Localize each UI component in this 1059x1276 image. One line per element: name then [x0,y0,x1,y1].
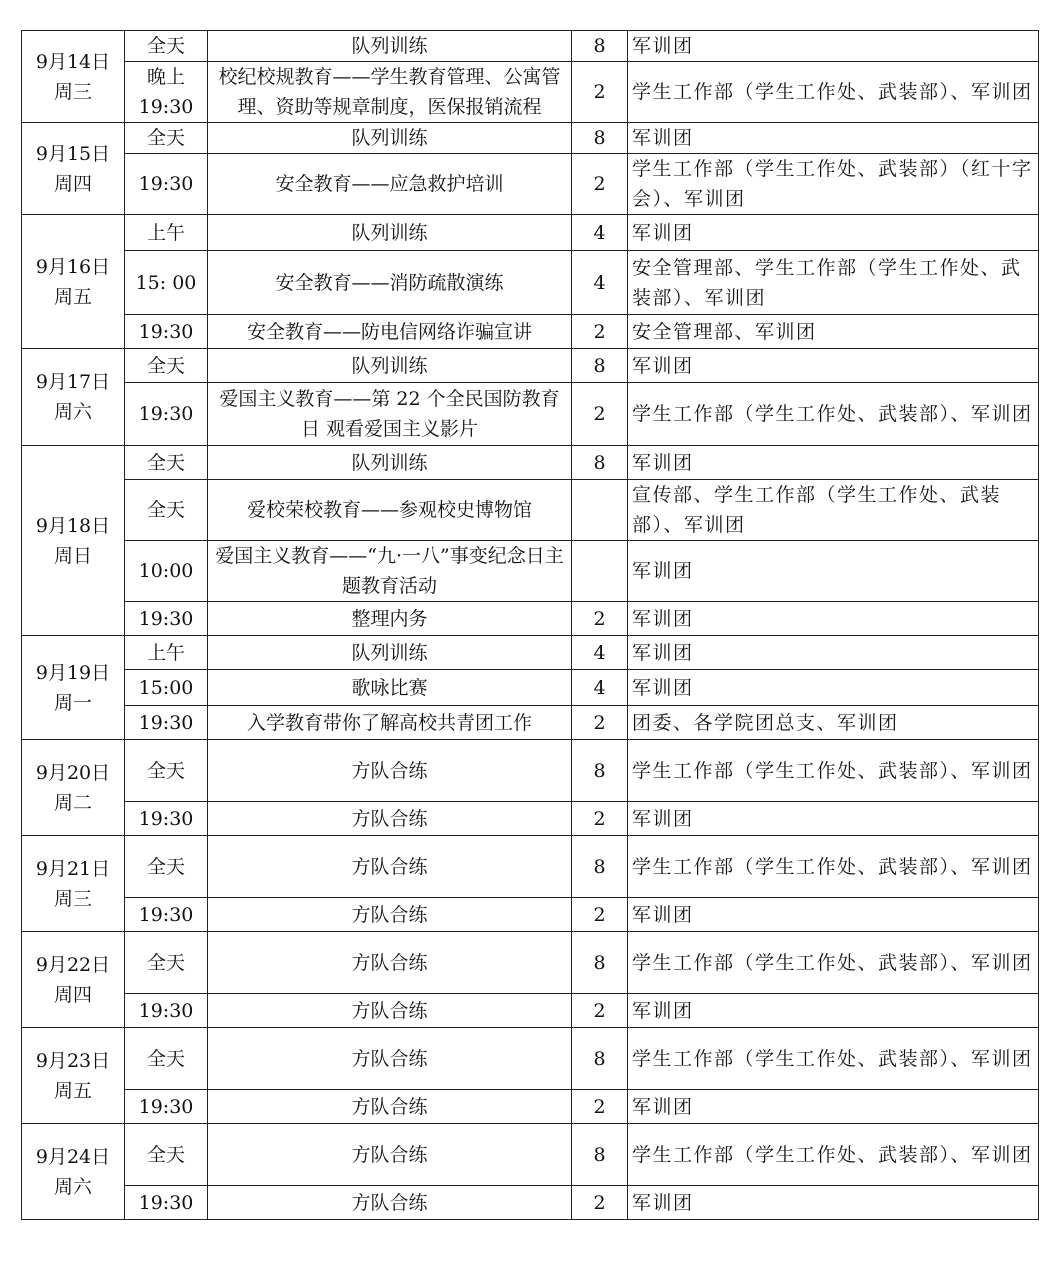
organizer-cell: 学生工作部（学生工作处、武装部）、军训团 [628,836,1039,898]
hours-cell: 2 [572,383,628,446]
table-row [22,541,1039,602]
organizer-cell: 学生工作部（学生工作处、武装部）（红十字会）、军训团 [628,154,1039,215]
time-cell: 全天 [125,740,208,802]
table-row [22,1124,1039,1186]
organizer-cell: 军训团 [628,1186,1039,1220]
organizer-cell: 军训团 [628,1090,1039,1124]
weekday-label: 周六 [53,401,92,423]
weekday-label: 周五 [53,285,92,308]
date-label: 9月15日 [35,142,111,165]
weekday-label: 周二 [53,791,92,814]
activity-cell: 方队合练 [208,932,572,994]
hours-cell: 2 [572,1090,628,1124]
organizer-cell: 军训团 [628,802,1039,836]
weekday-label: 周五 [53,1079,92,1102]
table-row [22,446,1039,480]
hours-cell: 8 [572,740,628,802]
time-cell: 19:30 [125,315,208,349]
weekday-label: 周一 [53,691,92,714]
table-row [22,802,1039,836]
organizer-cell: 学生工作部（学生工作处、武装部）、军训团 [628,740,1039,802]
table-row [22,1186,1039,1220]
hours-cell [572,480,628,541]
activity-cell: 安全教育——消防疏散演练 [208,251,572,315]
activity-cell: 队列训练 [208,349,572,383]
hours-cell: 8 [572,446,628,480]
date-label: 9月17日 [35,371,111,393]
organizer-cell: 安全管理部、学生工作部（学生工作处、武装部）、军训团 [628,251,1039,315]
activity-cell: 方队合练 [208,1124,572,1186]
table-row [22,251,1039,315]
organizer-cell: 军训团 [628,349,1039,383]
table-row [22,1028,1039,1090]
activity-cell: 歌咏比赛 [208,670,572,706]
time-cell: 19:30 [125,898,208,932]
hours-cell: 2 [572,706,628,740]
time-cell: 全天 [125,123,208,154]
time-cell: 上午 [125,636,208,670]
hours-cell: 8 [572,123,628,154]
weekday-label: 周四 [53,983,92,1006]
date-label: 9月14日 [35,50,111,73]
activity-cell: 方队合练 [208,740,572,802]
date-cell [22,836,125,932]
hours-cell: 8 [572,836,628,898]
time-cell: 19:30 [125,602,208,636]
date-cell [22,31,125,123]
activity-cell: 队列训练 [208,123,572,154]
organizer-cell: 军训团 [628,123,1039,154]
date-label: 9月23日 [35,1049,111,1072]
activity-cell: 方队合练 [208,1186,572,1220]
military-training-schedule-table [21,30,1039,1220]
date-label: 9月21日 [35,857,111,880]
organizer-cell: 学生工作部（学生工作处、武装部）、军训团 [628,1028,1039,1090]
hours-cell: 8 [572,1124,628,1186]
table-row [22,215,1039,251]
hours-cell: 8 [572,349,628,383]
table-row [22,1090,1039,1124]
date-label: 9月20日 [35,761,111,784]
table-row [22,898,1039,932]
activity-cell: 队列训练 [208,446,572,480]
date-cell [22,349,125,446]
time-cell: 全天 [125,349,208,383]
time-cell: 10:00 [125,541,208,602]
date-label: 9月18日 [35,514,111,537]
organizer-cell: 学生工作部（学生工作处、武装部）、军训团 [628,62,1039,123]
weekday-label: 周三 [53,887,92,910]
hours-cell: 4 [572,636,628,670]
hours-cell: 2 [572,62,628,123]
table-row [22,349,1039,383]
date-label: 9月19日 [35,661,111,684]
table-row [22,994,1039,1028]
activity-cell: 校纪校规教育——学生教育管理、公寓管理、资助等规章制度，医保报销流程 [208,62,572,123]
date-label: 9月24日 [35,1145,111,1168]
weekday-label: 周三 [53,80,92,103]
time-cell: 15: 00 [125,251,208,315]
organizer-cell: 宣传部、学生工作部（学生工作处、武装部）、军训团 [628,480,1039,541]
organizer-cell: 军训团 [628,215,1039,251]
date-label: 9月22日 [35,953,111,976]
hours-cell: 4 [572,251,628,315]
date-cell [22,932,125,1028]
activity-cell: 队列训练 [208,31,572,62]
activity-cell: 入学教育带你了解高校共青团工作 [208,706,572,740]
hours-cell: 2 [572,898,628,932]
hours-cell: 8 [572,31,628,62]
activity-cell: 队列训练 [208,215,572,251]
time-cell: 19:30 [125,994,208,1028]
table-row [22,670,1039,706]
table-row [22,31,1039,62]
organizer-cell: 军训团 [628,898,1039,932]
activity-cell: 安全教育——防电信网络诈骗宣讲 [208,315,572,349]
organizer-cell: 军训团 [628,31,1039,62]
table-row [22,62,1039,123]
activity-cell: 方队合练 [208,1028,572,1090]
time-cell: 19:30 [125,1186,208,1220]
organizer-cell: 学生工作部（学生工作处、武装部）、军训团 [628,932,1039,994]
date-cell [22,740,125,836]
time-cell: 晚上 19:30 [125,62,208,123]
date-cell [22,1028,125,1124]
organizer-cell: 军训团 [628,670,1039,706]
table-row [22,836,1039,898]
hours-cell: 4 [572,670,628,706]
table-row [22,123,1039,154]
hours-cell: 2 [572,602,628,636]
hours-cell: 4 [572,215,628,251]
hours-cell: 8 [572,1028,628,1090]
organizer-cell: 军训团 [628,541,1039,602]
activity-cell: 爱国主义教育——“九·一八”事变纪念日主题教育活动 [208,541,572,602]
table-row [22,932,1039,994]
activity-cell: 队列训练 [208,636,572,670]
time-cell: 15:00 [125,670,208,706]
table-row [22,480,1039,541]
organizer-cell: 学生工作部（学生工作处、武装部）、军训团 [628,1124,1039,1186]
time-cell: 19:30 [125,802,208,836]
table-row [22,636,1039,670]
time-cell: 全天 [125,31,208,62]
date-cell [22,123,125,215]
table-row [22,602,1039,636]
date-cell [22,215,125,349]
time-cell: 全天 [125,836,208,898]
organizer-cell: 团委、各学院团总支、军训团 [628,706,1039,740]
date-cell [22,636,125,740]
date-cell [22,1124,125,1220]
weekday-label: 周六 [53,1175,92,1198]
time-cell: 全天 [125,1124,208,1186]
hours-cell: 2 [572,994,628,1028]
weekday-label: 周四 [53,172,92,195]
date-label: 9月16日 [35,255,111,278]
table-row [22,706,1039,740]
date-cell [22,446,125,636]
time-cell: 全天 [125,1028,208,1090]
activity-cell: 方队合练 [208,802,572,836]
table-row [22,740,1039,802]
activity-cell: 方队合练 [208,994,572,1028]
organizer-cell: 学生工作部（学生工作处、武装部）、军训团 [628,383,1039,446]
activity-cell: 爱校荣校教育——参观校史博物馆 [208,480,572,541]
table-row [22,154,1039,215]
organizer-cell: 军训团 [628,446,1039,480]
hours-cell: 2 [572,315,628,349]
activity-cell: 爱国主义教育——第 22 个全民国防教育日 观看爱国主义影片 [208,383,572,446]
time-cell: 19:30 [125,383,208,446]
time-cell: 全天 [125,932,208,994]
activity-cell: 方队合练 [208,1090,572,1124]
activity-cell: 安全教育——应急救护培训 [208,154,572,215]
weekday-label: 周日 [53,544,92,567]
organizer-cell: 安全管理部、军训团 [628,315,1039,349]
time-cell: 全天 [125,480,208,541]
hours-cell [572,541,628,602]
organizer-cell: 军训团 [628,636,1039,670]
time-cell: 全天 [125,446,208,480]
schedule-table-body [22,31,1039,1220]
organizer-cell: 军训团 [628,994,1039,1028]
time-cell: 上午 [125,215,208,251]
hours-cell: 2 [572,1186,628,1220]
table-row [22,315,1039,349]
hours-cell: 2 [572,154,628,215]
activity-cell: 方队合练 [208,836,572,898]
time-cell: 19:30 [125,154,208,215]
activity-cell: 方队合练 [208,898,572,932]
time-cell: 19:30 [125,1090,208,1124]
activity-cell: 整理内务 [208,602,572,636]
hours-cell: 8 [572,932,628,994]
hours-cell: 2 [572,802,628,836]
table-row [22,383,1039,446]
organizer-cell: 军训团 [628,602,1039,636]
time-cell: 19:30 [125,706,208,740]
